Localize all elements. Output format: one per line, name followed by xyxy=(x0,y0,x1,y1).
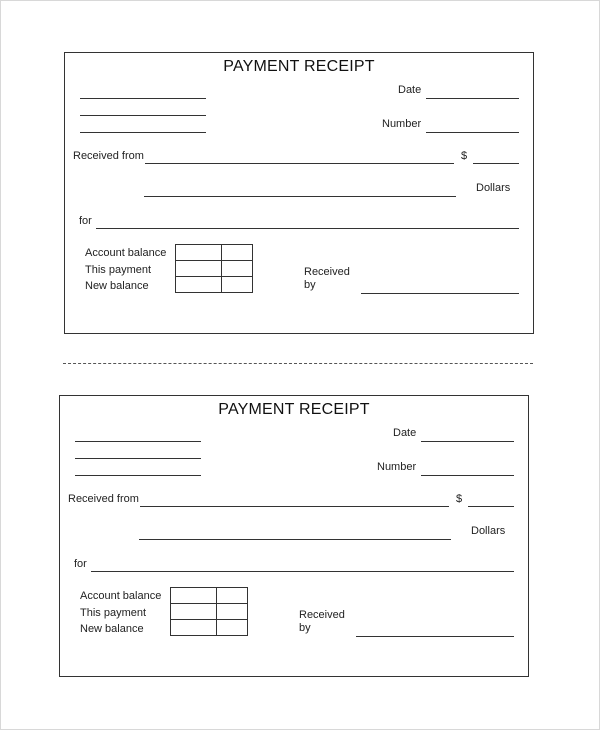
payer-address-line-3[interactable] xyxy=(75,475,201,476)
new-balance-dollars-cell[interactable] xyxy=(176,277,222,293)
receipt-title: PAYMENT RECEIPT xyxy=(223,58,375,75)
received-by-label-line2: by xyxy=(304,279,316,291)
new-balance-label: New balance xyxy=(80,623,144,635)
new-balance-label: New balance xyxy=(85,280,149,292)
account-balance-cents-cell[interactable] xyxy=(217,588,248,604)
account-balance-label: Account balance xyxy=(85,247,167,259)
received-by-line[interactable] xyxy=(356,636,514,637)
received-by-label-line1: Received xyxy=(299,609,345,621)
date-label: Date xyxy=(393,427,417,439)
balance-grid xyxy=(170,587,248,636)
this-payment-dollars-cell[interactable] xyxy=(171,604,217,620)
received-by-label-line1: Received xyxy=(304,266,350,278)
received-from-label: Received from xyxy=(73,150,144,162)
account-balance-cents-cell[interactable] xyxy=(222,245,253,261)
payer-address-line-1[interactable] xyxy=(75,441,201,442)
this-payment-cents-cell[interactable] xyxy=(217,604,248,620)
dollar-sign: $ xyxy=(456,493,463,505)
receipt-title: PAYMENT RECEIPT xyxy=(218,401,370,418)
for-label: for xyxy=(74,558,87,570)
payer-address-line-2[interactable] xyxy=(75,458,201,459)
number-label: Number xyxy=(382,118,422,130)
dollars-label: Dollars xyxy=(471,525,506,537)
account-balance-label: Account balance xyxy=(80,590,162,602)
this-payment-label: This payment xyxy=(80,607,147,619)
received-from-label: Received from xyxy=(68,493,139,505)
number-line[interactable] xyxy=(426,132,519,133)
this-payment-label: This payment xyxy=(85,264,152,276)
new-balance-cents-cell[interactable] xyxy=(222,277,253,293)
dollars-label: Dollars xyxy=(476,182,511,194)
this-payment-cents-cell[interactable] xyxy=(222,261,253,277)
date-line[interactable] xyxy=(426,98,519,99)
payment-receipt-1 xyxy=(64,52,534,334)
date-line[interactable] xyxy=(421,441,514,442)
account-balance-dollars-cell[interactable] xyxy=(176,245,222,261)
cut-line xyxy=(63,363,533,364)
balance-grid xyxy=(175,244,253,293)
payer-address-line-1[interactable] xyxy=(80,98,206,99)
received-from-line[interactable] xyxy=(140,506,449,507)
received-by-label-line2: by xyxy=(299,622,311,634)
for-line[interactable] xyxy=(96,228,519,229)
amount-in-words-line[interactable] xyxy=(144,196,456,197)
new-balance-dollars-cell[interactable] xyxy=(171,620,217,636)
account-balance-dollars-cell[interactable] xyxy=(171,588,217,604)
payment-receipt-2 xyxy=(59,395,529,677)
dollar-sign: $ xyxy=(461,150,468,162)
amount-in-words-line[interactable] xyxy=(139,539,451,540)
this-payment-dollars-cell[interactable] xyxy=(176,261,222,277)
payer-address-line-3[interactable] xyxy=(80,132,206,133)
new-balance-cents-cell[interactable] xyxy=(217,620,248,636)
number-label: Number xyxy=(377,461,417,473)
for-line[interactable] xyxy=(91,571,514,572)
received-by-line[interactable] xyxy=(361,293,519,294)
for-label: for xyxy=(79,215,92,227)
amount-line[interactable] xyxy=(473,163,519,164)
amount-line[interactable] xyxy=(468,506,514,507)
date-label: Date xyxy=(398,84,422,96)
number-line[interactable] xyxy=(421,475,514,476)
received-from-line[interactable] xyxy=(145,163,454,164)
payer-address-line-2[interactable] xyxy=(80,115,206,116)
